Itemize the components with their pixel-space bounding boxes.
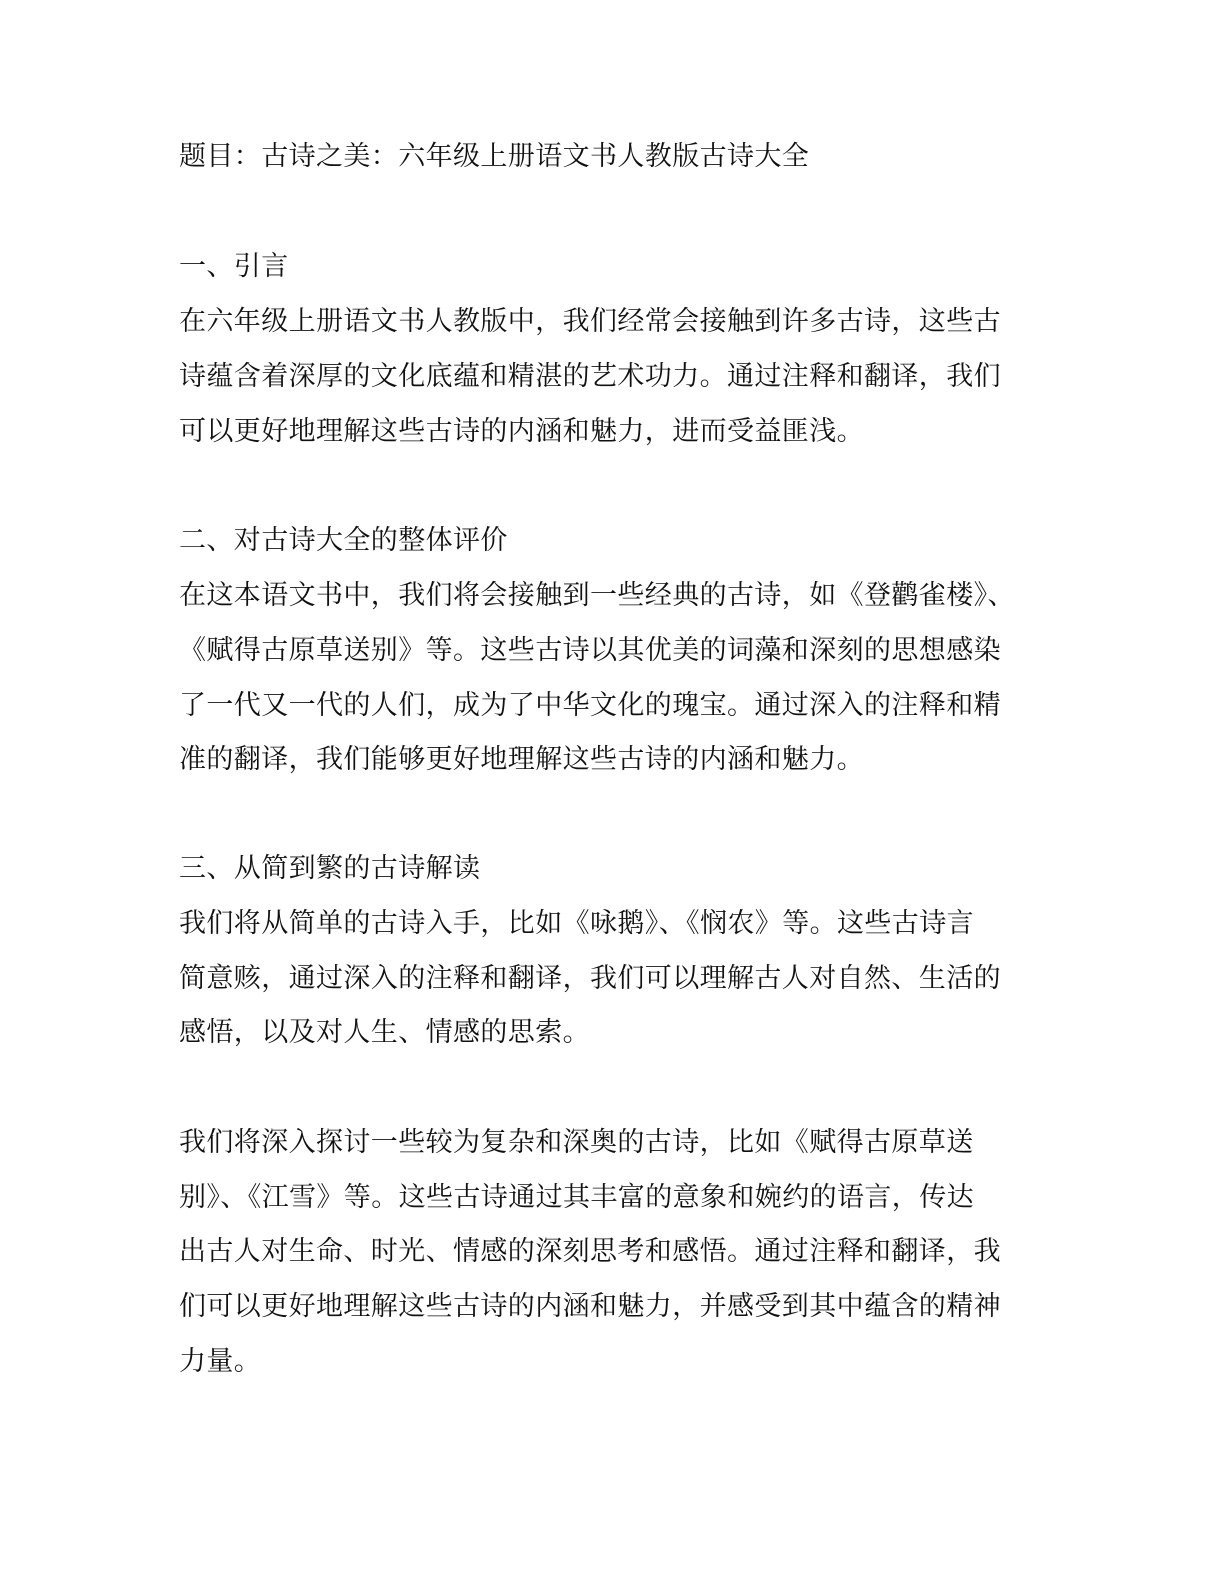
- paragraph-line: 我们将从简单的古诗入手，比如《咏鹅》、《悯农》等。这些古诗言: [179, 908, 974, 939]
- paragraph-line: 在这本语文书中，我们将会接触到一些经典的古诗，如《登鹳雀楼》、: [179, 580, 1015, 611]
- paragraph-line: 力量。: [179, 1346, 262, 1377]
- paragraph-line: 《赋得古原草送别》等。这些古诗以其优美的词藻和深刻的思想感染: [179, 635, 1001, 666]
- paragraph-line: 诗蕴含着深厚的文化底蕴和精湛的艺术功力。通过注释和翻译，我们: [179, 361, 1001, 392]
- paragraph-line: 了一代又一代的人们，成为了中华文化的瑰宝。通过深入的注释和精: [179, 690, 1001, 721]
- paragraph-line: 别》、《江雪》等。这些古诗通过其丰富的意象和婉约的语言，传达: [179, 1182, 974, 1213]
- section-heading-evaluation: 二、对古诗大全的整体评价: [179, 525, 508, 556]
- section-heading-intro: 一、引言: [179, 251, 289, 282]
- paragraph-line: 出古人对生命、时光、情感的深刻思考和感悟。通过注释和翻译，我: [179, 1236, 1001, 1267]
- paragraph-line: 在六年级上册语文书人教版中，我们经常会接触到许多古诗，这些古: [179, 306, 1001, 337]
- document-title: 题目：古诗之美：六年级上册语文书人教版古诗大全: [179, 141, 810, 172]
- paragraph-line: 们可以更好地理解这些古诗的内涵和魅力，并感受到其中蕴含的精神: [179, 1291, 1001, 1322]
- paragraph-line: 我们将深入探讨一些较为复杂和深奥的古诗，比如《赋得古原草送: [179, 1127, 974, 1158]
- paragraph-line: 简意赅，通过深入的注释和翻译，我们可以理解古人对自然、生活的: [179, 963, 1001, 994]
- section-heading-interpretation: 三、从简到繁的古诗解读: [179, 853, 481, 884]
- paragraph-line: 感悟，以及对人生、情感的思索。: [179, 1017, 590, 1048]
- paragraph-line: 可以更好地理解这些古诗的内涵和魅力，进而受益匪浅。: [179, 416, 864, 447]
- paragraph-line: 准的翻译，我们能够更好地理解这些古诗的内涵和魅力。: [179, 744, 864, 775]
